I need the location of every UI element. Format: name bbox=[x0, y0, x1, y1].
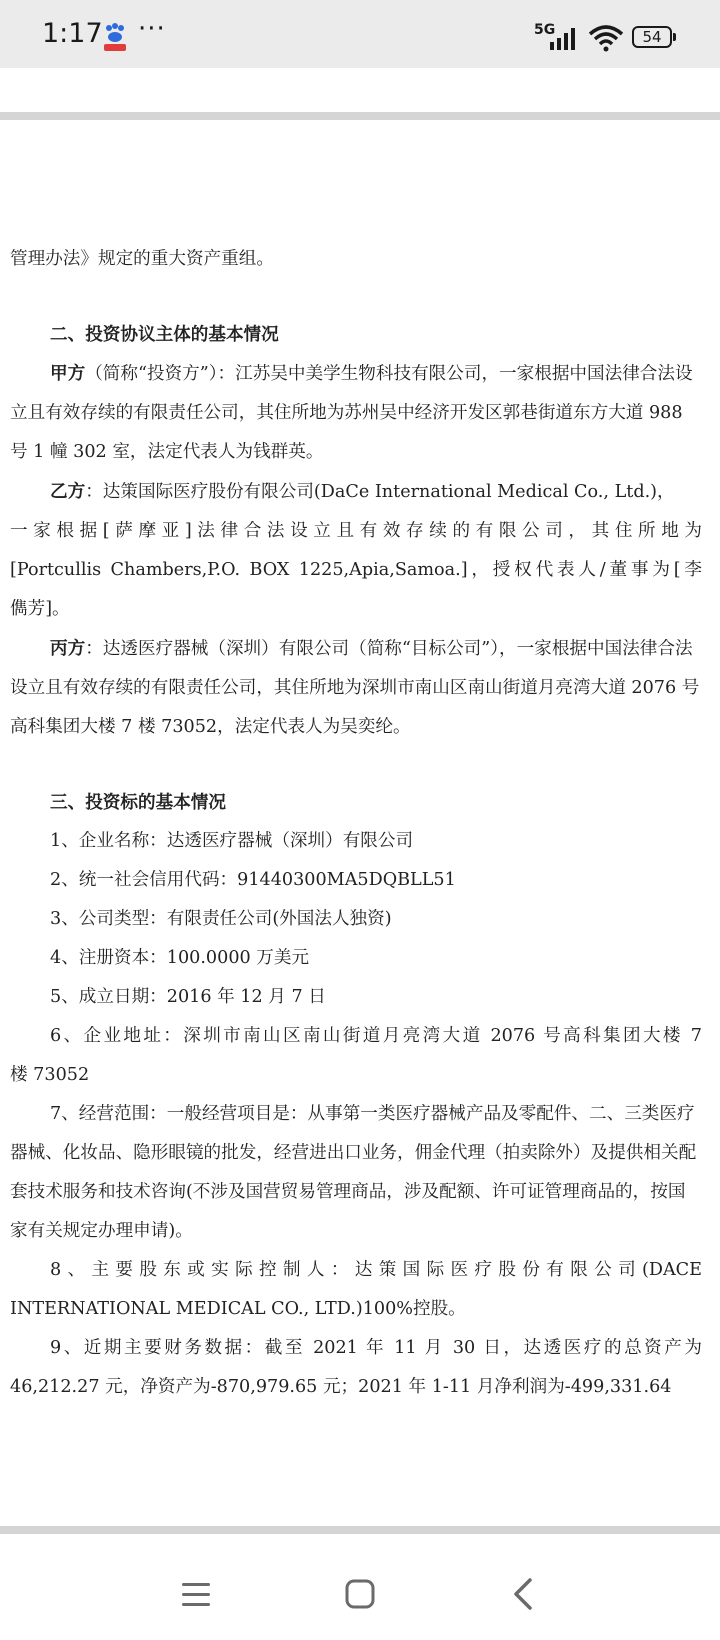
list-item-2: 2、统一社会信用代码：91440300MA5DQBLL51 bbox=[50, 870, 456, 890]
list-item-6-line1: 6、企业地址：深圳市南山区南山街道月亮湾大道 2076 号高科集团大楼 7 bbox=[50, 1026, 702, 1046]
network-type-label: 5G bbox=[534, 22, 556, 38]
party-a-text: （简称“投资方”）：江苏吴中美学生物科技有限公司，一家根据中国法律合法设立且有效存续的有限责任公司，其住所地为苏州吴中经济开发区郭巷街道东方大道 988 号 1 幢 302 室，法定代表人为钱群英。 bbox=[10, 364, 693, 462]
party-a-paragraph bbox=[10, 354, 702, 472]
party-c-paragraph bbox=[10, 629, 702, 747]
menu-icon[interactable] bbox=[176, 1574, 216, 1614]
paragraph-continuation: 管理办法》规定的重大资产重组。 bbox=[10, 249, 274, 269]
party-b-line2: 一家根据[萨摩亚]法律合法设立且有效存续的有限公司，其住所地为 bbox=[10, 521, 702, 541]
status-bar bbox=[0, 0, 720, 68]
page-separator-bottom bbox=[0, 1526, 720, 1534]
status-more-dots: ··· bbox=[138, 14, 166, 44]
party-a-label: 甲方 bbox=[50, 363, 86, 384]
status-time: 1:17 bbox=[42, 18, 103, 49]
list-item-8-line2: INTERNATIONAL MEDICAL CO., LTD.)100%控股。 bbox=[10, 1299, 466, 1319]
list-item-4: 4、注册资本：100.0000 万美元 bbox=[50, 948, 310, 968]
party-c-label: 丙方 bbox=[50, 638, 86, 659]
back-icon[interactable] bbox=[504, 1574, 544, 1614]
party-b-label: 乙方 bbox=[50, 481, 86, 502]
party-b-line4: 儁芳]。 bbox=[10, 599, 70, 619]
list-item-5: 5、成立日期：2016 年 12 月 7 日 bbox=[50, 987, 326, 1007]
section-heading-2: 二、投资协议主体的基本情况 bbox=[50, 324, 279, 345]
page-separator-top bbox=[0, 112, 720, 120]
party-b-line3: [Portcullis Chambers,P.O. BOX 1225,Apia,Samoa.]，授权代表人/董事为[李 bbox=[10, 560, 702, 580]
document-page bbox=[10, 240, 702, 1407]
baidu-app-icon bbox=[102, 22, 128, 52]
party-b-line1: 乙方：达策国际医疗股份有限公司(DaCe International Medical Co., Ltd.)， bbox=[50, 481, 675, 502]
signal-icon bbox=[548, 26, 578, 50]
list-item-9-line1: 9、近期主要财务数据：截至 2021 年 11 月 30 日，达透医疗的总资产为 bbox=[50, 1338, 702, 1358]
party-c-text: ：达透医疗器械（深圳）有限公司（简称“目标公司”），一家根据中国法律合法设立且有效存续的有限责任公司，其住所地为深圳市南山区南山街道月亮湾大道 2076 号高科集团大楼 7 楼 73052，法定代表人为吴奕纶。 bbox=[10, 639, 700, 737]
battery-indicator: 54 bbox=[632, 26, 672, 48]
list-item-7: 7、经营范围：一般经营项目是：从事第一类医疗器械产品及零配件、二、三类医疗器械、化妆品、隐形眼镜的批发，经营进出口业务，佣金代理（拍卖除外）及提供相关配套技术服务和技术咨询(不涉及国营贸易管理商品，涉及配额、许可证管理商品的，按国家有关规定办理申请)。 bbox=[10, 1104, 697, 1241]
home-icon[interactable] bbox=[340, 1574, 380, 1614]
list-item-1: 1、企业名称：达透医疗器械（深圳）有限公司 bbox=[50, 831, 414, 851]
list-item-9-line2: 46,212.27 元，净资产为-870,979.65 元；2021 年 1-11 月净利润为-499,331.64 bbox=[10, 1377, 672, 1397]
section-heading-3: 三、投资标的基本情况 bbox=[50, 792, 226, 813]
list-item-8-line1: 8、主要股东或实际控制人：达策国际医疗股份有限公司(DACE bbox=[50, 1260, 702, 1280]
list-item-3: 3、公司类型：有限责任公司(外国法人独资) bbox=[50, 909, 392, 929]
list-item-6-line2: 楼 73052 bbox=[10, 1065, 90, 1085]
wifi-icon bbox=[588, 24, 624, 52]
